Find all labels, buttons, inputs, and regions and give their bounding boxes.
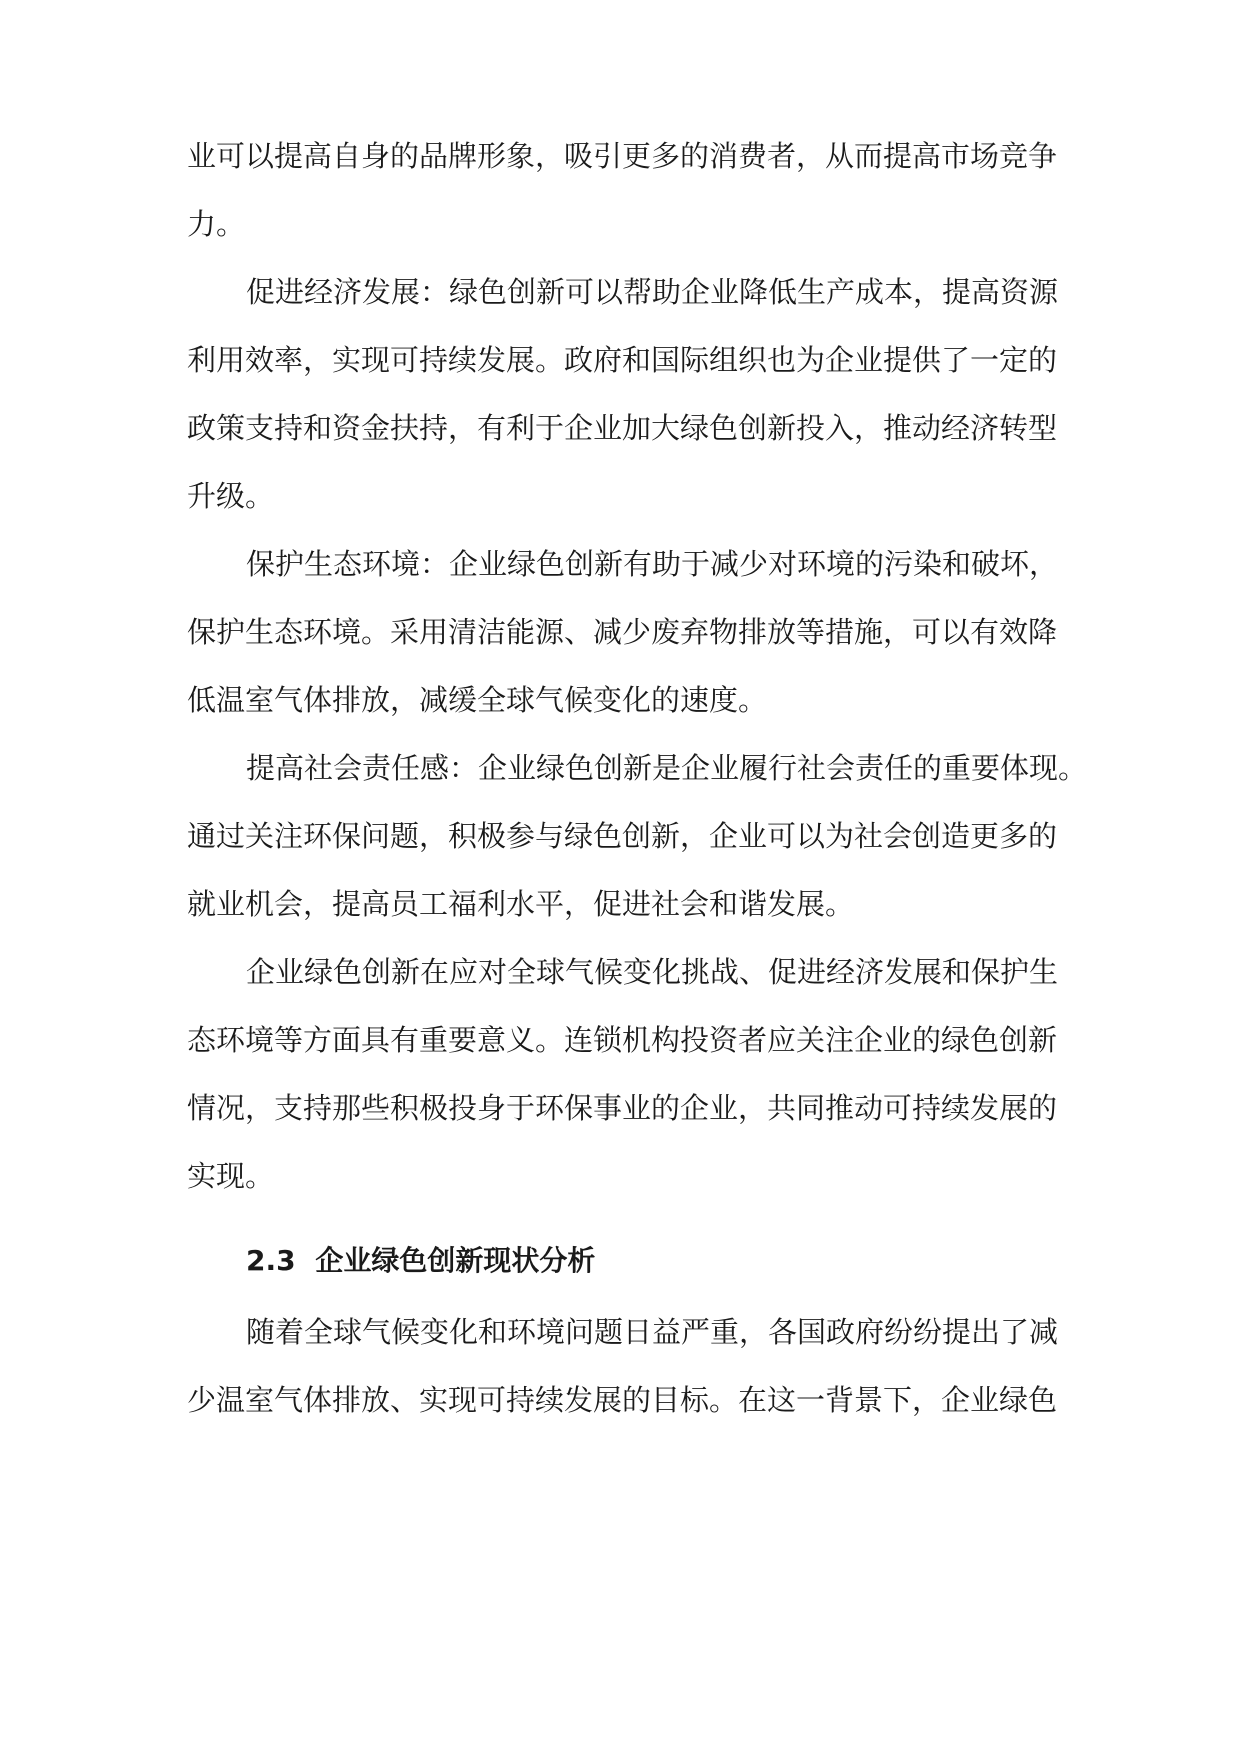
section-number: 2.3 bbox=[246, 1244, 296, 1277]
text-line: 少温室气体排放、实现可持续发展的目标。在这一背景下，企业绿色 bbox=[187, 1383, 1058, 1417]
text-line: 态环境等方面具有重要意义。连锁机构投资者应关注企业的绿色创新 bbox=[187, 1023, 1058, 1057]
text-line: 升级。 bbox=[187, 479, 275, 513]
text-line: 提高社会责任感：企业绿色创新是企业履行社会责任的重要体现。 bbox=[246, 751, 1088, 785]
text-line: 情况，支持那些积极投身于环保事业的企业，共同推动可持续发展的 bbox=[187, 1091, 1058, 1125]
text-line: 利用效率，实现可持续发展。政府和国际组织也为企业提供了一定的 bbox=[187, 343, 1058, 377]
text-line: 力。 bbox=[187, 207, 246, 241]
section-heading bbox=[246, 1241, 595, 1281]
text-line: 随着全球气候变化和环境问题日益严重，各国政府纷纷提出了减 bbox=[246, 1315, 1059, 1349]
text-line: 保护生态环境：企业绿色创新有助于减少对环境的污染和破坏， bbox=[246, 547, 1059, 581]
text-line: 通过关注环保问题，积极参与绿色创新，企业可以为社会创造更多的 bbox=[187, 819, 1058, 853]
text-line: 企业绿色创新在应对全球气候变化挑战、促进经济发展和保护生 bbox=[246, 955, 1059, 989]
text-line: 低温室气体排放，减缓全球气候变化的速度。 bbox=[187, 683, 768, 717]
section-title: 企业绿色创新现状分析 bbox=[315, 1244, 596, 1277]
text-line: 业可以提高自身的品牌形象，吸引更多的消费者，从而提高市场竞争 bbox=[187, 139, 1058, 173]
text-line: 实现。 bbox=[187, 1159, 275, 1193]
text-line: 就业机会，提高员工福利水平，促进社会和谐发展。 bbox=[187, 887, 855, 921]
text-line: 保护生态环境。采用清洁能源、减少废弃物排放等措施，可以有效降 bbox=[187, 615, 1058, 649]
text-line: 促进经济发展：绿色创新可以帮助企业降低生产成本，提高资源 bbox=[246, 275, 1059, 309]
text-line: 政策支持和资金扶持，有利于企业加大绿色创新投入，推动经济转型 bbox=[187, 411, 1058, 445]
